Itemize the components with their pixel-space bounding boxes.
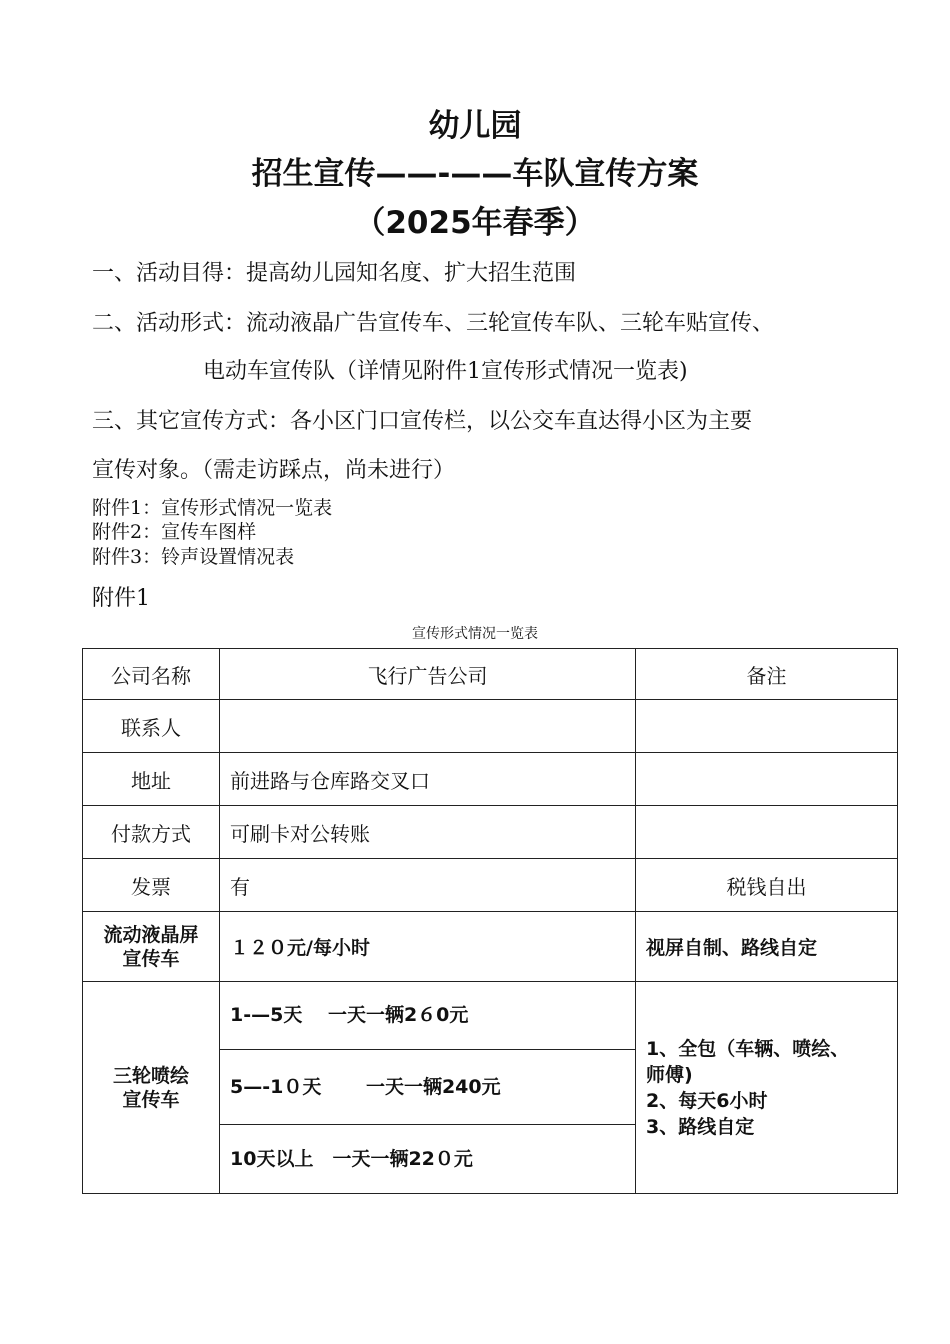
cell-address-label: 地址 bbox=[83, 753, 220, 806]
tricycle-price-row: 10天以上 一天一辆22０元 bbox=[230, 1148, 473, 1170]
table-row bbox=[83, 982, 898, 1194]
section-2-line-1: 二、活动形式：流动液晶广告宣传车、三轮宣传车队、三轮车贴宣传、 bbox=[92, 311, 775, 336]
cell-company-label: 公司名称 bbox=[83, 649, 220, 700]
table-row bbox=[83, 700, 898, 753]
title-line-2: 招生宣传——-——车队宣传方案 bbox=[251, 156, 699, 192]
section-3-line-2: 宣传对象。（需走访踩点，尚未进行） bbox=[92, 458, 456, 483]
section-1: 一、活动目得：提高幼儿园知名度、扩大招生范围 bbox=[92, 261, 577, 286]
attachment-heading: 附件1 bbox=[92, 586, 150, 611]
cell-company-note: 备注 bbox=[636, 649, 898, 700]
cell-tricycle-label-line-2: 宣传车 bbox=[122, 1088, 180, 1111]
tricycle-price-row: 1-—5天 一天一辆2６0元 bbox=[220, 982, 635, 1050]
cell-lcd-note: 视屏自制、路线自定 bbox=[636, 912, 898, 982]
attachment-item: 附件3：铃声设置情况表 bbox=[92, 546, 295, 568]
table-row bbox=[83, 649, 898, 700]
title-line-1: 幼儿园 bbox=[428, 108, 522, 144]
tricycle-note-line: 1、全包（车辆、喷绘、 bbox=[646, 1037, 850, 1060]
cell-invoice-label: 发票 bbox=[83, 859, 220, 912]
table-row bbox=[83, 753, 898, 806]
cell-contact-value bbox=[220, 700, 636, 753]
cell-contact-label: 联系人 bbox=[83, 700, 220, 753]
cell-payment-value: 可刷卡对公转账 bbox=[220, 806, 636, 859]
cell-tricycle-notes bbox=[636, 982, 898, 1194]
tricycle-price-row: 5—-1０天 一天一辆240元 bbox=[220, 1050, 635, 1125]
cell-tricycle-label-line-1: 三轮喷绘 bbox=[112, 1064, 189, 1087]
cell-company-value: 飞行广告公司 bbox=[220, 649, 636, 700]
section-2-line-2: 电动车宣传队（详情见附件1宣传形式情况一览表) bbox=[203, 359, 688, 384]
attachment-item: 附件1：宣传形式情况一览表 bbox=[92, 497, 333, 519]
table-row bbox=[83, 912, 898, 982]
cell-lcd-value: １２０元/每小时 bbox=[220, 912, 636, 982]
table-row bbox=[83, 859, 898, 912]
attachment-item: 附件2：宣传车图样 bbox=[92, 521, 257, 543]
cell-lcd-label-line-2: 宣传车 bbox=[122, 947, 180, 970]
table-row bbox=[83, 806, 898, 859]
section-3-line-1: 三、其它宣传方式：各小区门口宣传栏，以公交车直达得小区为主要 bbox=[92, 409, 753, 434]
tricycle-note-line: 2、每天6小时 bbox=[646, 1089, 768, 1112]
cell-lcd-label-line-1: 流动液晶屏 bbox=[103, 923, 199, 946]
table-caption: 宣传形式情况一览表 bbox=[412, 626, 538, 642]
info-table bbox=[82, 648, 898, 1194]
cell-lcd-label bbox=[83, 912, 220, 982]
tricycle-note-line: 师傅) bbox=[646, 1063, 693, 1086]
cell-tricycle-label bbox=[83, 982, 220, 1194]
cell-invoice-note: 税钱自出 bbox=[636, 859, 898, 912]
cell-payment-label: 付款方式 bbox=[83, 806, 220, 859]
cell-tricycle-prices bbox=[220, 982, 636, 1194]
cell-address-note bbox=[636, 753, 898, 806]
tricycle-note-line: 3、路线自定 bbox=[646, 1115, 755, 1138]
title-line-3: （2025年春季） bbox=[354, 205, 596, 241]
cell-invoice-value: 有 bbox=[220, 859, 636, 912]
cell-payment-note bbox=[636, 806, 898, 859]
cell-contact-note bbox=[636, 700, 898, 753]
cell-address-value: 前进路与仓库路交叉口 bbox=[220, 753, 636, 806]
